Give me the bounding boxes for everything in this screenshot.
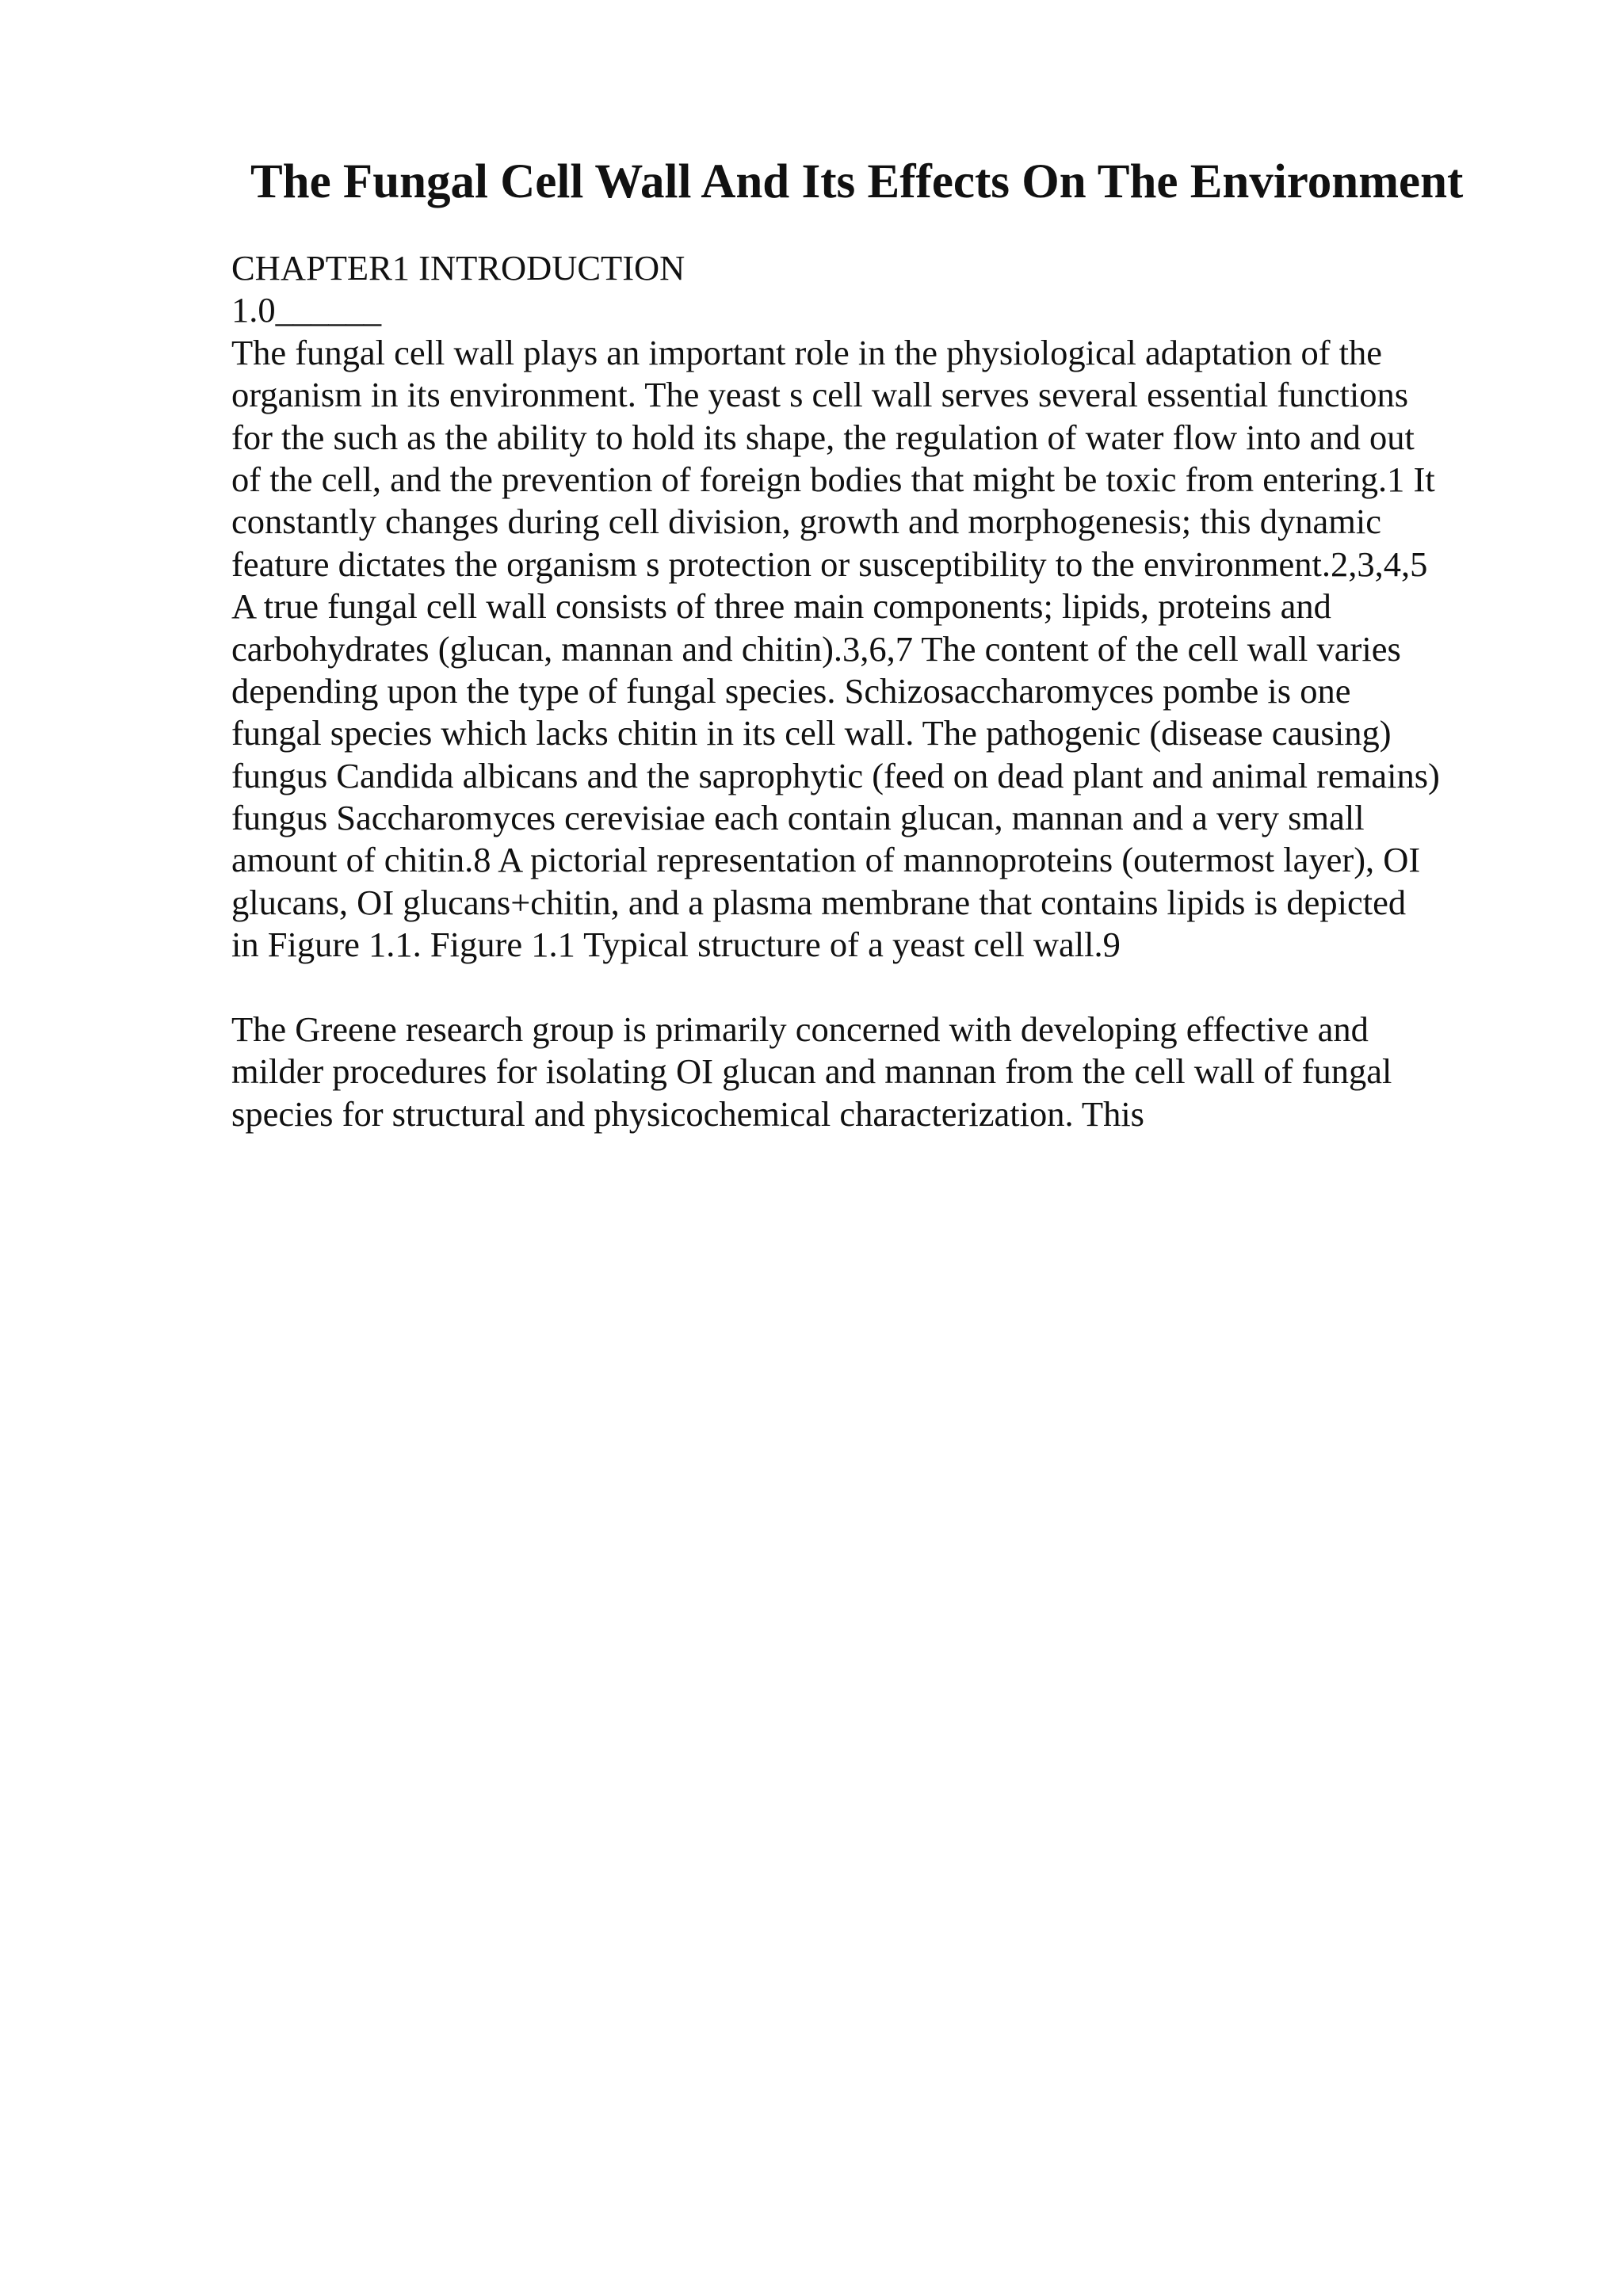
paragraph-line: feature dictates the organism s protection or susceptibility to the environment.2,3,4,5 — [231, 543, 1428, 584]
paragraph-line: carbohydrates (glucan, mannan and chitin).3,6,7 The content of the cell wall varies — [231, 628, 1401, 669]
paragraph-line: fungus Saccharomyces cerevisiae each contain glucan, mannan and a very small — [231, 798, 1365, 838]
document-body — [231, 247, 1515, 1135]
paragraph-line: depending upon the type of fungal species. Schizosaccharomyces pombe is one — [231, 670, 1351, 711]
paragraph-line: constantly changes during cell division, growth and morphogenesis; this dynamic — [231, 502, 1381, 542]
paragraph-line: milder procedures for isolating OI glucan and mannan from the cell wall of fungal — [231, 1051, 1392, 1092]
paragraph-line: organism in its environment. The yeast s cell wall serves several essential functions — [231, 375, 1409, 415]
paragraph-spacer — [231, 967, 1515, 1009]
chapter-heading: CHAPTER1 INTRODUCTION — [231, 248, 685, 288]
paragraph-line: species for structural and physicochemical characterization. This — [231, 1093, 1145, 1134]
section-number: 1.0______ — [231, 290, 382, 330]
paragraph-line: fungal species which lacks chitin in its cell wall. The pathogenic (disease causing) — [231, 713, 1392, 753]
paragraph-line: A true fungal cell wall consists of three main components; lipids, proteins and — [231, 586, 1331, 627]
paragraph-line: of the cell, and the prevention of foreign bodies that might be toxic from entering.1 It — [231, 459, 1435, 499]
paragraph-line: The fungal cell wall plays an important role in the physiological adaptation of the — [231, 332, 1383, 372]
paragraph-2 — [231, 1009, 1515, 1135]
document-title: The Fungal Cell Wall And Its Effects On The Environment — [250, 155, 1464, 208]
paragraph-line: in Figure 1.1. Figure 1.1 Typical structure of a yeast cell wall.9 — [231, 925, 1121, 965]
paragraph-1 — [231, 332, 1515, 967]
paragraph-line: fungus Candida albicans and the saprophytic (feed on dead plant and animal remains) — [231, 755, 1440, 795]
paragraph-line: amount of chitin.8 A pictorial representation of mannoproteins (outermost layer), OI — [231, 840, 1421, 880]
paragraph-line: The Greene research group is primarily concerned with developing effective and — [231, 1009, 1369, 1050]
paragraph-line: glucans, OI glucans+chitin, and a plasma membrane that contains lipids is depicted — [231, 882, 1407, 922]
paragraph-line: for the such as the ability to hold its shape, the regulation of water flow into and out — [231, 417, 1415, 457]
